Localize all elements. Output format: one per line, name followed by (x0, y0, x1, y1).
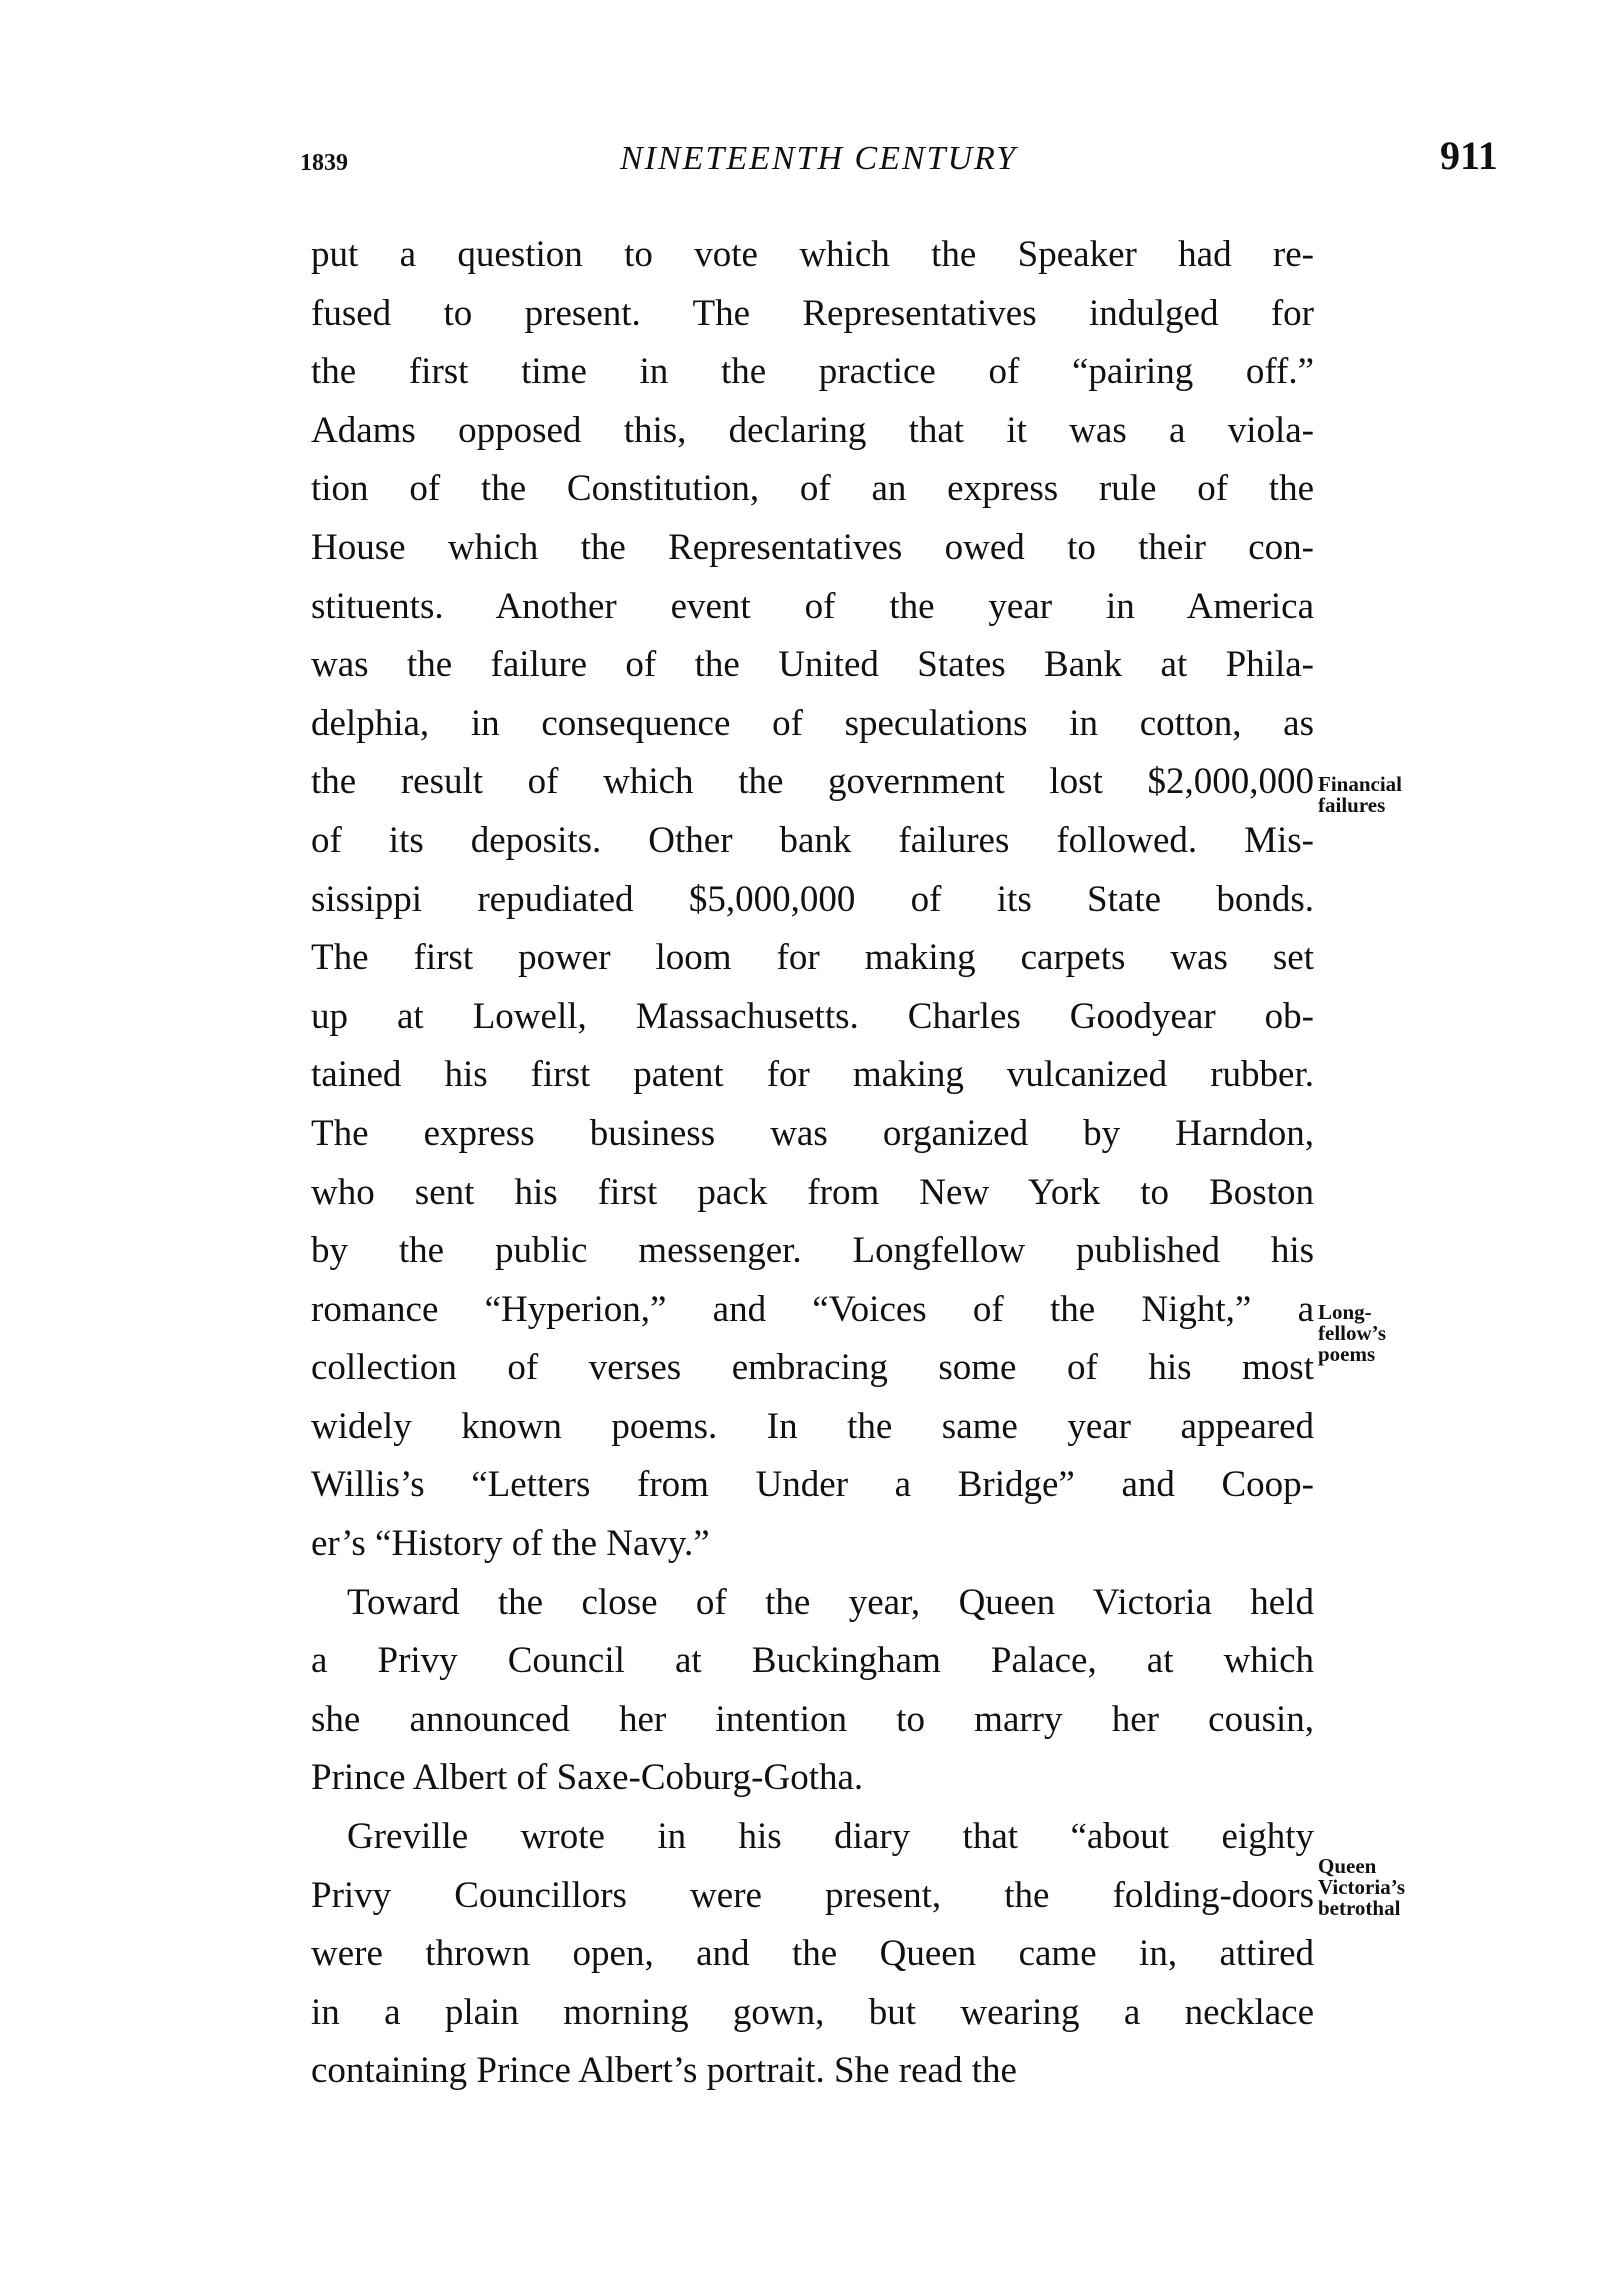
text-line: House which the Representatives owed to their con- (311, 526, 1314, 568)
text-line: a Privy Council at Buckingham Palace, at which (311, 1640, 1314, 1682)
margin-note-line: Queen (1318, 1854, 1377, 1878)
text-line: tained his first patent for making vulcanized rubber. (311, 1054, 1314, 1096)
running-head-year: 1839 (300, 150, 348, 176)
text-line: collection of verses embracing some of his most (311, 1347, 1314, 1389)
margin-note-line: Victoria’s (1318, 1875, 1406, 1899)
text-line: in a plain morning gown, but wearing a necklace (311, 1991, 1314, 2033)
text-line: tion of the Constitution, of an express rule of the (311, 468, 1314, 510)
running-head-title: NINETEENTH CENTURY (620, 140, 1018, 177)
text-line: romance “Hyperion,” and “Voices of the Night,” a (311, 1288, 1314, 1330)
text-line: were thrown open, and the Queen came in, attired (311, 1933, 1314, 1975)
text-line: Greville wrote in his diary that “about eighty (347, 1816, 1314, 1858)
margin-note-financial (1318, 774, 1402, 816)
text-line: stituents. Another event of the year in America (311, 585, 1314, 627)
text-line: of its deposits. Other bank failures followed. Mis- (311, 819, 1314, 861)
page-number: 911 (1440, 133, 1498, 178)
margin-note-line: betrothal (1318, 1896, 1401, 1920)
text-line: Privy Councillors were present, the folding-doors (311, 1874, 1314, 1916)
margin-note-queen (1318, 1856, 1405, 1919)
margin-note-line: Long- (1318, 1300, 1372, 1324)
body-text (311, 226, 1314, 2101)
text-line: who sent his first pack from New York to Boston (311, 1171, 1314, 1213)
text-line: sissippi repudiated $5,000,000 of its State bonds. (311, 878, 1314, 920)
margin-note-line: failures (1318, 793, 1386, 817)
text-line: Adams opposed this, declaring that it was a viola- (311, 409, 1314, 451)
text-line: was the failure of the United States Bank at Phila- (311, 644, 1314, 686)
margin-note-longfellow (1318, 1302, 1386, 1365)
margin-note-line: Financial (1318, 772, 1403, 796)
text-line: delphia, in consequence of speculations in cotton, as (311, 702, 1314, 744)
text-line: Toward the close of the year, Queen Victoria held (347, 1581, 1314, 1623)
text-line: by the public messenger. Longfellow published his (311, 1230, 1314, 1272)
text-line: containing Prince Albert’s portrait. She read the (311, 2050, 1017, 2092)
text-line: the result of which the government lost $2,000,000 (311, 761, 1314, 803)
text-line: The first power loom for making carpets was set (311, 937, 1314, 979)
text-line: up at Lowell, Massachusetts. Charles Goodyear ob- (311, 995, 1314, 1037)
text-line: fused to present. The Representatives indulged for (311, 292, 1314, 334)
text-line: put a question to vote which the Speaker had re- (311, 234, 1314, 275)
text-line: Willis’s “Letters from Under a Bridge” and Coop- (311, 1464, 1314, 1506)
text-line: widely known poems. In the same year appeared (311, 1405, 1314, 1447)
margin-note-line: poems (1318, 1342, 1376, 1366)
text-line: The express business was organized by Harndon, (311, 1112, 1314, 1154)
text-line: Prince Albert of Saxe-Coburg-Gotha. (311, 1757, 864, 1799)
text-line: the first time in the practice of “pairing off.” (311, 351, 1314, 393)
text-line: she announced her intention to marry her cousin, (311, 1698, 1314, 1740)
margin-note-line: fellow’s (1318, 1321, 1387, 1345)
text-line: er’s “History of the Navy.” (311, 1523, 710, 1565)
